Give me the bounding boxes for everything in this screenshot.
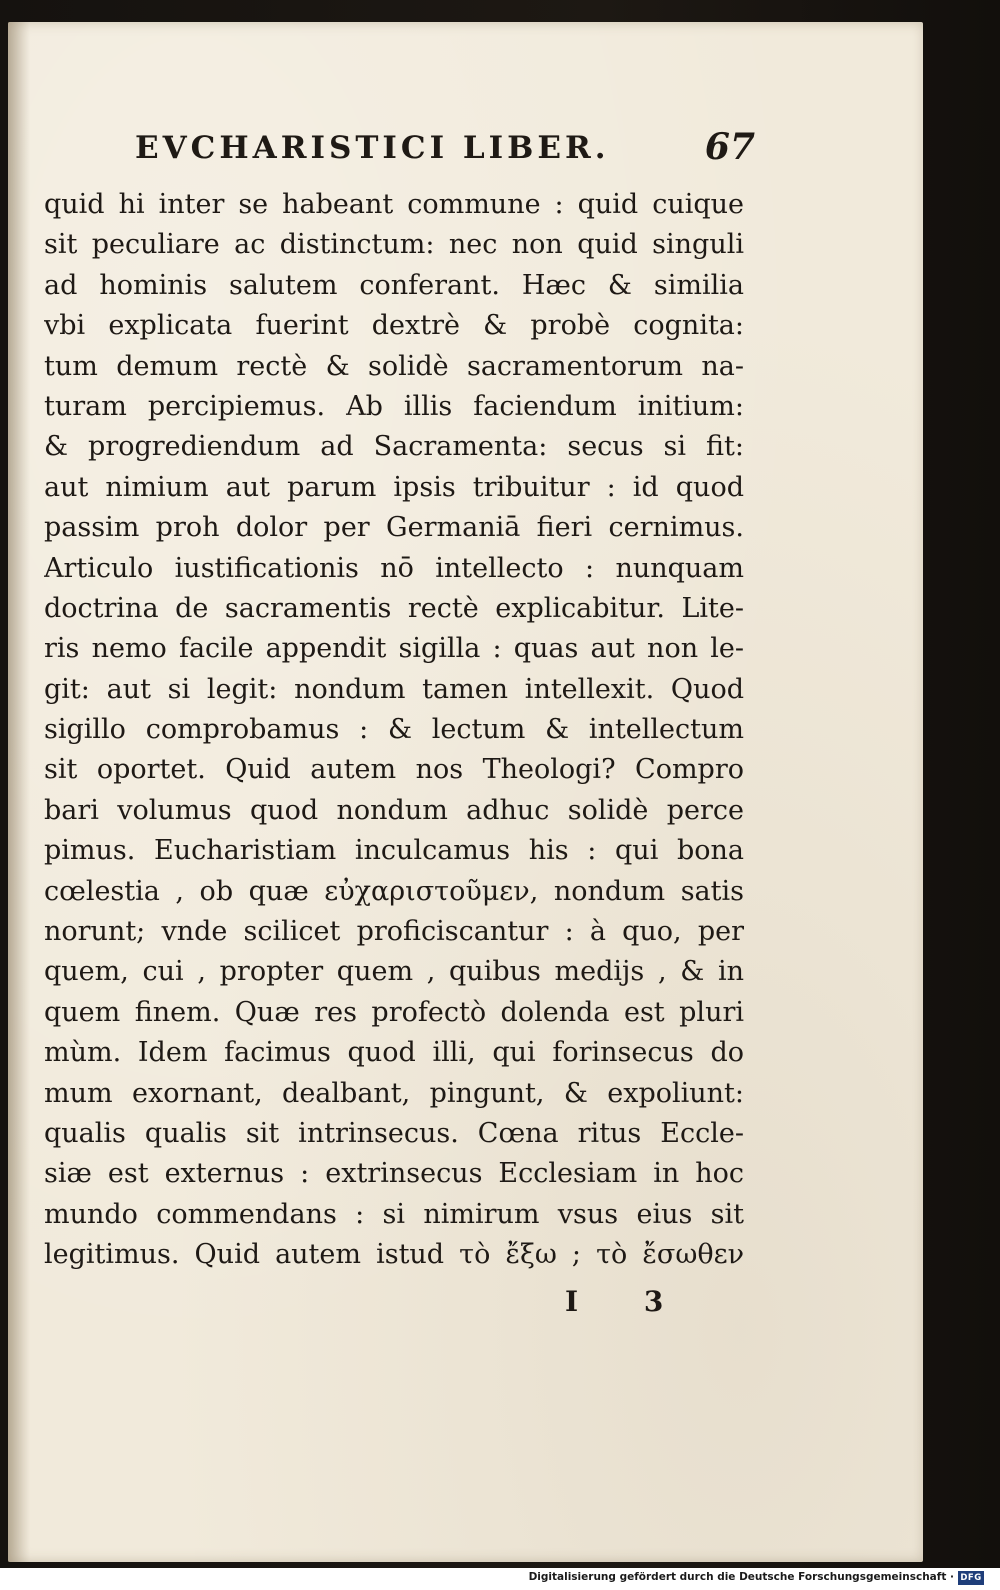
text-line: quem finem. Quæ res profectò dolenda est pluri (44, 996, 744, 1028)
text-line: Articulo iustificationis nō intellecto : nunquam (44, 552, 744, 584)
text-line: bari volumus quod nondum adhuc solidè perce (44, 794, 744, 826)
text-line: doctrina de sacramentis rectè explicabitur. Lite- (44, 592, 744, 624)
text-line: tum demum rectè & solidè sacramentorum na- (44, 350, 744, 382)
text-line: ad hominis salutem conferant. Hæc & similia (44, 269, 744, 301)
page-gutter-shadow (8, 22, 30, 1562)
credit-bar (0, 1568, 1000, 1590)
text-line: mùm. Idem facimus quod illi, qui forinsecus do (44, 1037, 744, 1069)
body-text (44, 185, 744, 1276)
text-line: mundo commendans : si nimirum vsus eius sit (44, 1198, 744, 1230)
text-line: sigillo comprobamus : & lectum & intellectum (44, 714, 744, 746)
text-line: legitimus. Quid autem istud τὸ ἔξω ; τὸ ἔσωθεν (44, 1239, 744, 1271)
text-line: cœlestia , ob quæ εὐχαριστοῦμεν, nondum satis (44, 875, 744, 907)
text-line: vbi explicata fuerint dextrè & probè cognita: (44, 310, 744, 342)
text-line: aut nimium aut parum ipsis tribuitur : id quod (44, 471, 744, 503)
dfg-logo: DFG (958, 1571, 984, 1585)
text-line: git: aut si legit: nondum tamen intellexit. Quod (44, 673, 744, 705)
text-line: pimus. Eucharistiam inculcamus his : qui bona (44, 835, 744, 867)
text-line: norunt; vnde scilicet proficiscantur : à quo, per (44, 916, 744, 948)
text-line: sit peculiare ac distinctum: nec non quid singuli (44, 229, 744, 261)
text-line: qualis qualis sit intrinsecus. Cœna ritus Eccle- (44, 1117, 744, 1149)
text-line: turam percipiemus. Ab illis faciendum initium: (44, 390, 744, 422)
text-line: quem, cui , propter quem , quibus medijs , & in (44, 956, 744, 988)
text-line: quid hi inter se habeant commune : quid cuique (44, 189, 744, 220)
page-number: 67 (704, 126, 755, 168)
text-line: siæ est externus : extrinsecus Ecclesiam in hoc (44, 1158, 744, 1190)
running-title: EVCHARISTICI LIBER. (135, 130, 610, 166)
funding-credit: Digitalisierung gefördert durch die Deutsche Forschungsgemeinschaft · (528, 1571, 954, 1583)
text-line: passim proh dolor per Germaniā fieri cernimus. (44, 512, 744, 544)
signature-mark: I 3 (565, 1285, 692, 1318)
text-line: & progrediendum ad Sacramenta: secus si fit: (44, 431, 744, 463)
page-footer (565, 1285, 692, 1325)
text-line: sit oportet. Quid autem nos Theologi? Compro (44, 754, 744, 786)
page-header (135, 126, 755, 174)
text-line: mum exornant, dealbant, pingunt, & expoliunt: (44, 1077, 744, 1109)
text-line: ris nemo facile appendit sigilla : quas aut non le- (44, 633, 744, 665)
